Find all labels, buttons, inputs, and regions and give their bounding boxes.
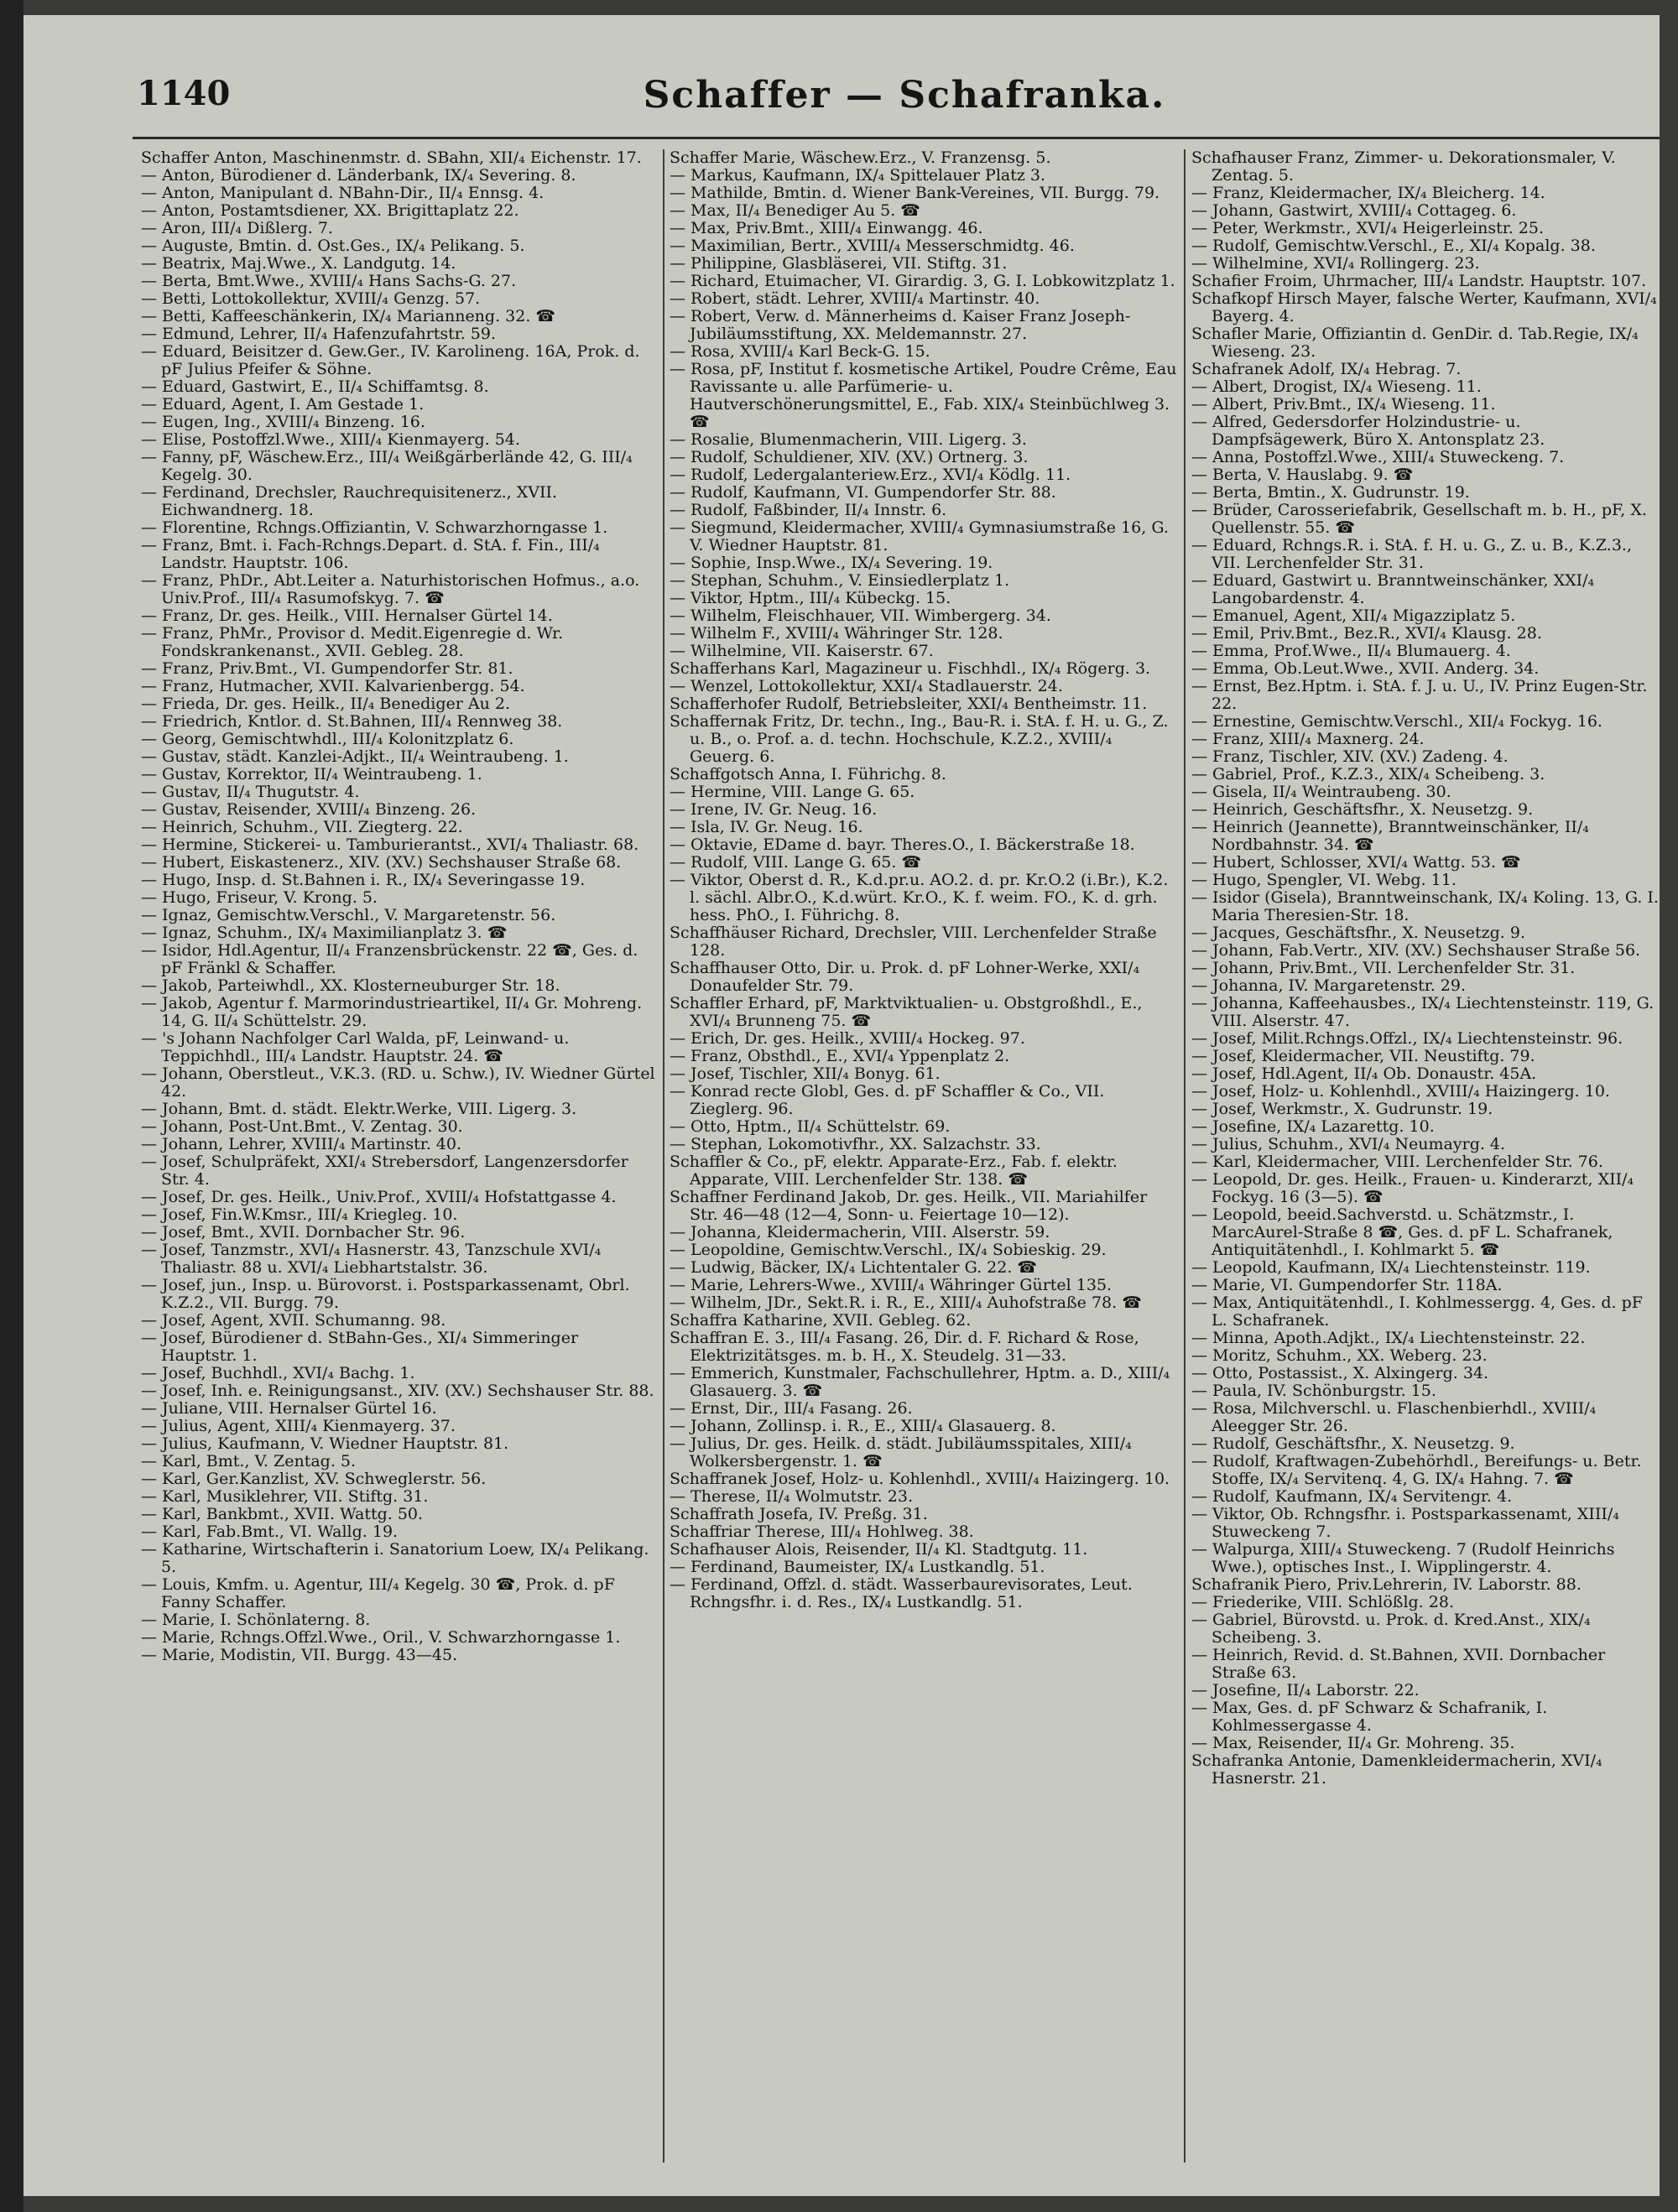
- directory-entry: Schaffer Marie, Wäschew.Erz., V. Franzensg. 5.: [670, 149, 1051, 167]
- directory-entry: — Ignaz, Gemischtw.Verschl., V. Margaretenstr. 56.: [141, 906, 556, 924]
- directory-entry: — Josef, Fin.W.Kmsr., III/₄ Kriegleg. 10.: [141, 1205, 458, 1224]
- directory-entry: — Philippine, Glasbläserei, VII. Stiftg. 31.: [670, 254, 1008, 273]
- directory-entry: — Johann, Priv.Bmt., VII. Lerchenfelder Str. 31.: [1191, 959, 1576, 977]
- directory-entry: — Max, Antiquitätenhdl., I. Kohlmessergg. 4, Ges. d. pF L. Schafranek.: [1191, 1293, 1643, 1330]
- directory-entry: Schafferhans Karl, Magazineur u. Fischhdl., IX/₄ Rögerg. 3.: [670, 659, 1151, 678]
- directory-entry: — Katharine, Wirtschafterin i. Sanatorium Loew, IX/₄ Pelikang. 5.: [141, 1540, 649, 1576]
- directory-entry: — Johann, Zollinsp. i. R., E., XIII/₄ Glasauerg. 8.: [670, 1417, 1056, 1435]
- directory-entry: — Johann, Gastwirt, XVIII/₄ Cottageg. 6.: [1191, 201, 1517, 220]
- directory-entry: — Ernst, Bez.Hptm. i. StA. f. J. u. U., IV. Prinz Eugen-Str. 22.: [1191, 677, 1648, 713]
- directory-entry: — Berta, Bmtin., X. Gudrunstr. 19.: [1191, 483, 1470, 502]
- directory-entry: — Heinrich, Schuhm., VII. Ziegterg. 22.: [141, 818, 463, 836]
- directory-entry: — Karl, Kleidermacher, VIII. Lerchenfelder Str. 76.: [1191, 1153, 1603, 1171]
- directory-entry: — Berta, Bmt.Wwe., XVIII/₄ Hans Sachs-G. 27.: [141, 272, 517, 290]
- directory-entry: — Karl, Bmt., V. Zentag. 5.: [141, 1452, 357, 1470]
- directory-entry: — Georg, Gemischtwhdl., III/₄ Kolonitzplatz 6.: [141, 730, 514, 748]
- directory-entry: — Juliane, VIII. Hernalser Gürtel 16.: [141, 1399, 437, 1418]
- directory-entry: — Betti, Kaffeeschänkerin, IX/₄ Marianneng. 32. ☎: [141, 307, 556, 325]
- directory-entry: — Josef, Inh. e. Reinigungsanst., XIV. (XV.) Sechshauser Str. 88.: [141, 1382, 654, 1400]
- directory-entry: — Stephan, Schuhm., V. Einsiedlerplatz 1.: [670, 571, 1010, 590]
- header-rule: [133, 137, 1660, 139]
- directory-entry: — Eduard, Agent, I. Am Gestade 1.: [141, 395, 425, 414]
- directory-entry: — Therese, II/₄ Wolmutstr. 23.: [670, 1487, 913, 1506]
- directory-entry: — Albert, Priv.Bmt., IX/₄ Wieseng. 11.: [1191, 395, 1496, 414]
- directory-entry: — Josef, Tanzmstr., XVI/₄ Hasnerstr. 43, Tanzschule XVI/₄ Thaliastr. 88 u. XVI/₄ Liebhartstalstr. 36.: [141, 1241, 602, 1277]
- directory-entry: — Rosa, Milchverschl. u. Flaschenbierhdl., XVIII/₄ Aleegger Str. 26.: [1191, 1399, 1597, 1435]
- directory-entry: — Josef, Hdl.Agent, II/₄ Ob. Donaustr. 45A.: [1191, 1064, 1537, 1083]
- directory-entry: — Hubert, Schlosser, XVI/₄ Wattg. 53. ☎: [1191, 853, 1521, 872]
- directory-entry: — Karl, Fab.Bmt., VI. Wallg. 19.: [141, 1522, 399, 1541]
- directory-entry: — Richard, Etuimacher, VI. Girardig. 3, G. I. Lobkowitzplatz 1.: [670, 272, 1175, 290]
- directory-entry: — Ernestine, Gemischtw.Verschl., XII/₄ Fockyg. 16.: [1191, 712, 1602, 731]
- directory-entry: Schaffriar Therese, III/₄ Hohlweg. 38.: [670, 1522, 974, 1541]
- directory-entry: — Rudolf, Kaufmann, VI. Gumpendorfer Str. 88.: [670, 483, 1056, 502]
- directory-entry: — Rudolf, Kraftwagen-Zubehörhdl., Bereifungs- u. Betr. Stoffe, IX/₄ Servitenq. 4, G. IX/₄ Hahng. 7. ☎: [1191, 1452, 1642, 1488]
- directory-entry: Schaffernak Fritz, Dr. techn., Ing., Bau-R. i. StA. f. H. u. G., Z. u. B., o. Prof. a. d. techn. Hochschule, K.Z.2., XVIII/₄ Geuerg. 6.: [670, 712, 1169, 766]
- directory-entry: — Gustav, Korrektor, II/₄ Weintraubeng. 1.: [141, 765, 482, 783]
- directory-entry: — Johann, Lehrer, XVIII/₄ Martinstr. 40.: [141, 1135, 462, 1153]
- directory-entry: Schaffran E. 3., III/₄ Fasang. 26, Dir. d. F. Richard & Rose, Elektrizitätsges. m. b. H., X. Steudelg. 31—33.: [670, 1329, 1139, 1365]
- directory-entry: — Heinrich, Revid. d. St.Bahnen, XVII. Dornbacher Straße 63.: [1191, 1646, 1606, 1682]
- directory-entry: — Johanna, Kaffeehausbes., IX/₄ Liechtensteinstr. 119, G. VIII. Alserstr. 47.: [1191, 994, 1655, 1030]
- directory-entry: — Franz, PhDr., Abt.Leiter a. Naturhistorischen Hofmus., a.o. Univ.Prof., III/₄ Rasumofskyg. 7. ☎: [141, 571, 640, 607]
- directory-entry: — Karl, Ger.Kanzlist, XV. Schweglerstr. 56.: [141, 1470, 487, 1488]
- directory-entry: — Franz, XIII/₄ Maxnerg. 24.: [1191, 730, 1425, 748]
- directory-entry: — Gustav, II/₄ Thugutstr. 4.: [141, 783, 360, 801]
- directory-entry: — Eduard, Gastwirt u. Branntweinschänker, XXI/₄ Langobardenstr. 4.: [1191, 571, 1595, 607]
- directory-entry: — Ferdinand, Baumeister, IX/₄ Lustkandlg. 51.: [670, 1558, 1045, 1576]
- directory-entry: — Florentine, Rchngs.Offiziantin, V. Schwarzhorngasse 1.: [141, 518, 608, 537]
- directory-entry: — Peter, Werkmstr., XVI/₄ Heigerleinstr. 25.: [1191, 219, 1545, 237]
- directory-entry: — Leopold, Kaufmann, IX/₄ Liechtensteinstr. 119.: [1191, 1258, 1591, 1277]
- directory-entry: — Louis, Kmfm. u. Agentur, III/₄ Kegelg. 30 ☎, Prok. d. pF Fanny Schaffer.: [141, 1575, 615, 1611]
- directory-entry: — Anton, Bürodiener d. Länderbank, IX/₄ Severing. 8.: [141, 166, 576, 185]
- directory-entry: — Josef, Buchhdl., XVI/₄ Bachg. 1.: [141, 1364, 415, 1382]
- directory-entry: — Josefine, IX/₄ Lazarettg. 10.: [1191, 1117, 1435, 1136]
- directory-entry: — Josef, Bmt., XVII. Dornbacher Str. 96.: [141, 1223, 466, 1241]
- directory-entry: — Emma, Ob.Leut.Wwe., XVII. Anderg. 34.: [1191, 659, 1540, 678]
- directory-entry: — Albert, Drogist, IX/₄ Wieseng. 11.: [1191, 377, 1482, 396]
- directory-entry: — Karl, Bankbmt., XVII. Wattg. 50.: [141, 1505, 424, 1523]
- directory-entry: — Johanna, Kleidermacherin, VIII. Alserstr. 59.: [670, 1223, 1050, 1241]
- directory-entry: — Gabriel, Bürovstd. u. Prok. d. Kred.Anst., XIX/₄ Scheibeng. 3.: [1191, 1611, 1591, 1647]
- directory-entry: — Friedrich, Kntlor. d. St.Bahnen, III/₄ Rennweg 38.: [141, 712, 563, 731]
- directory-entry: — Max, Ges. d. pF Schwarz & Schafranik, I. Kohlmessergasse 4.: [1191, 1699, 1548, 1735]
- directory-entry: — Ludwig, Bäcker, IX/₄ Lichtentaler G. 22. ☎: [670, 1258, 1038, 1277]
- directory-entry: — Franz, Bmt. i. Fach-Rchngs.Depart. d. StA. f. Fin., III/₄ Landstr. Hauptstr. 106.: [141, 536, 600, 572]
- directory-entry: — Franz, PhMr., Provisor d. Medit.Eigenregie d. Wr. Fondskrankenanst., XVII. Gebleg. 28.: [141, 624, 564, 660]
- directory-entry: — Franz, Dr. ges. Heilk., VIII. Hernalser Gürtel 14.: [141, 606, 553, 625]
- directory-entry: — Jakob, Parteiwhdl., XX. Klosterneuburger Str. 18.: [141, 976, 560, 995]
- directory-entry: — Stephan, Lokomotivfhr., XX. Salzachstr. 33.: [670, 1135, 1041, 1153]
- directory-entry: — 's Johann Nachfolger Carl Walda, pF, Leinwand- u. Teppichhdl., III/₄ Landstr. Hauptstr. 24. ☎: [141, 1029, 570, 1065]
- directory-entry: — Wilhelmine, XVI/₄ Rollingerg. 23.: [1191, 254, 1480, 273]
- directory-entry: — Rudolf, Kaufmann, IX/₄ Servitengr. 4.: [1191, 1487, 1513, 1506]
- directory-entry: — Elise, Postoffzl.Wwe., XIII/₄ Kienmayerg. 54.: [141, 430, 520, 449]
- column-divider: [663, 149, 664, 2163]
- directory-entry: — Isidor, Hdl.Agentur, II/₄ Franzensbrückenstr. 22 ☎, Ges. d. pF Fränkl & Schaffer.: [141, 941, 638, 977]
- directory-entry: — Josef, Bürodiener d. StBahn-Ges., XI/₄ Simmeringer Hauptstr. 1.: [141, 1329, 579, 1365]
- column-2: [670, 149, 1177, 2196]
- directory-entry: — Wenzel, Lottokollektur, XXI/₄ Stadlauerstr. 24.: [670, 677, 1063, 695]
- directory-entry: — Heinrich (Jeannette), Branntweinschänker, II/₄ Nordbahnstr. 34. ☎: [1191, 818, 1589, 854]
- directory-entry: Schafferhofer Rudolf, Betriebsleiter, XXI/₄ Bentheimstr. 11.: [670, 695, 1148, 713]
- directory-entry: — Hugo, Insp. d. St.Bahnen i. R., IX/₄ Severingasse 19.: [141, 871, 586, 889]
- directory-entry: — Emmerich, Kunstmaler, Fachschullehrer, Hptm. a. D., XIII/₄ Glasauerg. 3. ☎: [670, 1364, 1170, 1400]
- directory-entry: Schaffgotsch Anna, I. Führichg. 8.: [670, 765, 946, 783]
- directory-entry: — Rudolf, VIII. Lange G. 65. ☎: [670, 853, 922, 872]
- directory-entry: — Frieda, Dr. ges. Heilk., II/₄ Benediger Au 2.: [141, 695, 510, 713]
- directory-entry: — Josef, Milit.Rchngs.Offzl., IX/₄ Liechtensteinstr. 96.: [1191, 1029, 1623, 1048]
- directory-entry: — Brüder, Carosseriefabrik, Gesellschaft m. b. H., pF, X. Quellenstr. 55. ☎: [1191, 501, 1647, 537]
- directory-entry: Schafkopf Hirsch Mayer, falsche Werter, Kaufmann, XVI/₄ Bayerg. 4.: [1191, 289, 1657, 325]
- directory-entry: — Karl, Musiklehrer, VII. Stiftg. 31.: [141, 1487, 429, 1506]
- directory-entry: — Josef, Holz- u. Kohlenhdl., XVIII/₄ Haizingerg. 10.: [1191, 1082, 1610, 1101]
- directory-entry: — Aron, III/₄ Dißlerg. 7.: [141, 219, 333, 237]
- directory-entry: Schafhauser Alois, Reisender, II/₄ Kl. Stadtgutg. 11.: [670, 1540, 1088, 1559]
- directory-entry: — Rudolf, Faßbinder, II/₄ Innstr. 6.: [670, 501, 947, 519]
- directory-entry: — Otto, Postassist., X. Alxingerg. 34.: [1191, 1364, 1489, 1382]
- directory-entry: — Fanny, pF, Wäschew.Erz., III/₄ Weißgärberlände 42, G. III/₄ Kegelg. 30.: [141, 448, 633, 484]
- directory-entry: — Wilhelm, Fleischhauer, VII. Wimbergerg. 34.: [670, 606, 1051, 625]
- directory-entry: — Marie, Lehrers-Wwe., XVIII/₄ Währinger Gürtel 135.: [670, 1276, 1113, 1294]
- directory-entry: — Josefine, II/₄ Laborstr. 22.: [1191, 1681, 1420, 1699]
- directory-entry: — Julius, Dr. ges. Heilk. d. städt. Jubiläumsspitales, XIII/₄ Wolkersbergenstr. 1. ☎: [670, 1434, 1132, 1470]
- directory-entry: — Erich, Dr. ges. Heilk., XVIII/₄ Hockeg. 97.: [670, 1029, 1025, 1048]
- directory-entry: — Hermine, Stickerei- u. Tamburierantst., XVI/₄ Thaliastr. 68.: [141, 835, 639, 854]
- directory-entry: — Heinrich, Geschäftsfhr., X. Neusetzg. 9.: [1191, 800, 1534, 819]
- directory-entry: — Anton, Manipulant d. NBahn-Dir., II/₄ Ennsg. 4.: [141, 184, 545, 202]
- directory-entry: — Emanuel, Agent, XII/₄ Migazziplatz 5.: [1191, 606, 1516, 625]
- column-divider: [1184, 149, 1186, 2163]
- directory-entry: Schafranka Antonie, Damenkleidermacherin, XVI/₄ Hasnerstr. 21.: [1191, 1751, 1602, 1788]
- directory-entry: — Eduard, Gastwirt, E., II/₄ Schiffamtsg. 8.: [141, 377, 489, 396]
- directory-entry: — Hermine, VIII. Lange G. 65.: [670, 783, 915, 801]
- directory-entry: — Josef, Tischler, XII/₄ Bonyg. 61.: [670, 1064, 941, 1083]
- directory-entry: — Sophie, Insp.Wwe., IX/₄ Severing. 19.: [670, 554, 993, 572]
- directory-entry: — Friederike, VIII. Schlößlg. 28.: [1191, 1593, 1454, 1611]
- directory-entry: — Maximilian, Bertr., XVIII/₄ Messerschmidtg. 46.: [670, 237, 1075, 255]
- running-head: Schaffer — Schafranka.: [643, 74, 1166, 117]
- directory-entry: — Leopoldine, Gemischtw.Verschl., IX/₄ Sobieskig. 29.: [670, 1241, 1107, 1259]
- directory-entry: — Rosa, pF, Institut f. kosmetische Artikel, Poudre Crême, Eau Ravissante u. alle Parfümerie- u. Hautverschönerungsmittel, E., Fab. XIX/₄ Steinbüchlweg 3. ☎: [670, 360, 1177, 431]
- directory-entry: — Josef, Agent, XVII. Schumanng. 98.: [141, 1311, 446, 1330]
- directory-entry: — Jakob, Agentur f. Marmorindustrieartikel, II/₄ Gr. Mohreng. 14, G. II/₄ Schüttelstr. 29.: [141, 994, 643, 1030]
- directory-entry: Schafranik Piero, Priv.Lehrerin, IV. Laborstr. 88.: [1191, 1575, 1582, 1594]
- directory-entry: — Ernst, Dir., III/₄ Fasang. 26.: [670, 1399, 913, 1418]
- directory-entry: — Johann, Oberstleut., V.K.3. (RD. u. Schw.), IV. Wiedner Gürtel 42.: [141, 1064, 655, 1101]
- directory-entry: — Gisela, II/₄ Weintraubeng. 30.: [1191, 783, 1451, 801]
- directory-entry: — Hugo, Spengler, VI. Webg. 11.: [1191, 871, 1457, 889]
- directory-entry: — Markus, Kaufmann, IX/₄ Spittelauer Platz 3.: [670, 166, 1046, 185]
- directory-entry: — Marie, I. Schönlaterng. 8.: [141, 1611, 371, 1629]
- directory-entry: — Gustav, städt. Kanzlei-Adjkt., II/₄ Weintraubeng. 1.: [141, 747, 569, 766]
- directory-entry: — Ferdinand, Offzl. d. städt. Wasserbaurevisorates, Leut. Rchngsfhr. i. d. Res., IX/₄ Lustkandlg. 51.: [670, 1575, 1133, 1611]
- directory-entry: — Josef, Kleidermacher, VII. Neustiftg. 79.: [1191, 1047, 1535, 1065]
- directory-entry: — Irene, IV. Gr. Neug. 16.: [670, 800, 878, 819]
- directory-entry: Schaffra Katharine, XVII. Gebleg. 62.: [670, 1311, 972, 1330]
- directory-entry: — Paula, IV. Schönburgstr. 15.: [1191, 1382, 1436, 1400]
- directory-entry: — Betti, Lottokollektur, XVIII/₄ Genzg. 57.: [141, 289, 481, 308]
- directory-entry: — Robert, städt. Lehrer, XVIII/₄ Martinstr. 40.: [670, 289, 1040, 308]
- directory-entry: Schaffler Erhard, pF, Marktviktualien- u. Obstgroßhdl., E., XVI/₄ Brunneng 75. ☎: [670, 994, 1143, 1030]
- directory-entry: Schafranek Adolf, IX/₄ Hebrag. 7.: [1191, 360, 1462, 378]
- directory-entry: — Ignaz, Schuhm., IX/₄ Maximilianplatz 3. ☎: [141, 924, 508, 942]
- page-number: 1140: [137, 74, 231, 113]
- directory-entry: — Gabriel, Prof., K.Z.3., XIX/₄ Scheibeng. 3.: [1191, 765, 1545, 783]
- directory-entry: Schafhauser Franz, Zimmer- u. Dekorationsmaler, V. Zentag. 5.: [1191, 149, 1616, 185]
- directory-entry: — Konrad recte Globl, Ges. d. pF Schaffler & Co., VII. Zieglerg. 96.: [670, 1082, 1105, 1118]
- directory-entry: Schafier Froim, Uhrmacher, III/₄ Landstr. Hauptstr. 107.: [1191, 272, 1647, 290]
- directory-entry: — Walpurga, XIII/₄ Stuweckeng. 7 (Rudolf Heinrichs Wwe.), optisches Inst., I. Wipplingerstr. 4.: [1191, 1540, 1615, 1576]
- directory-entry: — Marie, Rchngs.Offzl.Wwe., Oril., V. Schwarzhorngasse 1.: [141, 1628, 621, 1647]
- directory-entry: — Auguste, Bmtin. d. Ost.Ges., IX/₄ Pelikang. 5.: [141, 237, 525, 255]
- directory-entry: — Otto, Hptm., II/₄ Schüttelstr. 69.: [670, 1117, 951, 1136]
- directory-entry: — Minna, Apoth.Adjkt., IX/₄ Liechtensteinstr. 22.: [1191, 1329, 1586, 1347]
- directory-entry: — Siegmund, Kleidermacher, XVIII/₄ Gymnasiumstraße 16, G. V. Wiedner Hauptstr. 81.: [670, 518, 1169, 554]
- directory-entry: — Johann, Bmt. d. städt. Elektr.Werke, VIII. Ligerg. 3.: [141, 1100, 577, 1118]
- directory-entry: — Rudolf, Schuldiener, XIV. (XV.) Ortnerg. 3.: [670, 448, 1029, 466]
- directory-entry: — Julius, Schuhm., XVI/₄ Neumayrg. 4.: [1191, 1135, 1506, 1153]
- directory-entry: — Isla, IV. Gr. Neug. 16.: [670, 818, 863, 836]
- directory-entry: — Wilhelm, JDr., Sekt.R. i. R., E., XIII/₄ Auhofstraße 78. ☎: [670, 1293, 1142, 1312]
- directory-entry: — Rudolf, Gemischtw.Verschl., E., XI/₄ Kopalg. 38.: [1191, 237, 1596, 255]
- directory-entry: — Franz, Priv.Bmt., VI. Gumpendorfer Str. 81.: [141, 659, 513, 678]
- directory-entry: Schaffhäuser Richard, Drechsler, VIII. Lerchenfelder Straße 128.: [670, 924, 1157, 960]
- directory-entry: — Rosa, XVIII/₄ Karl Beck-G. 15.: [670, 342, 930, 361]
- directory-entry: Schaffhauser Otto, Dir. u. Prok. d. pF Lohner-Werke, XXI/₄ Donaufelder Str. 79.: [670, 959, 1140, 995]
- directory-entry: — Berta, V. Hauslabg. 9. ☎: [1191, 466, 1414, 484]
- directory-entry: — Edmund, Lehrer, II/₄ Hafenzufahrtstr. 59.: [141, 325, 497, 343]
- directory-entry: Schaffler & Co., pF, elektr. Apparate-Erz., Fab. f. elektr. Apparate, VIII. Lerchenfelder Str. 138. ☎: [670, 1153, 1118, 1189]
- directory-entry: — Anton, Postamtsdiener, XX. Brigittaplatz 22.: [141, 201, 519, 220]
- directory-entry: — Viktor, Hptm., III/₄ Kübeckg. 15.: [670, 589, 951, 607]
- directory-entry: — Franz, Kleidermacher, IX/₄ Bleicherg. 14.: [1191, 184, 1545, 202]
- directory-entry: — Rudolf, Ledergalanteriew.Erz., XVI/₄ Ködlg. 11.: [670, 466, 1071, 484]
- scan-left-edge: [0, 0, 23, 2212]
- directory-entry: — Josef, jun., Insp. u. Bürovorst. i. Postsparkassenamt, Obrl. K.Z.2., VII. Burgg. 79.: [141, 1276, 630, 1312]
- directory-entry: — Julius, Agent, XIII/₄ Kienmayerg. 37.: [141, 1417, 456, 1435]
- directory-entry: — Hugo, Friseur, V. Krong. 5.: [141, 888, 378, 907]
- directory-entry: Schaffrath Josefa, IV. Preßg. 31.: [670, 1505, 928, 1523]
- directory-entry: — Eduard, Beisitzer d. Gew.Ger., IV. Karolineng. 16A, Prok. d. pF Julius Pfeifer & Söhne.: [141, 342, 640, 378]
- directory-entry: — Viktor, Oberst d. R., K.d.pr.u. AO.2. d. pr. Kr.O.2 (i.Br.), K.2. l. sächl. Albr.O., K.d.würt. Kr.O., K. f. weim. FO., K. d. grh. hess. PhO., I. Führichg. 8.: [670, 871, 1169, 924]
- directory-entry: — Max, Priv.Bmt., XIII/₄ Einwangg. 46.: [670, 219, 983, 237]
- directory-entry: — Johann, Fab.Vertr., XIV. (XV.) Sechshauser Straße 56.: [1191, 941, 1641, 960]
- directory-entry: — Eduard, Rchngs.R. i. StA. f. H. u. G., Z. u. B., K.Z.3., VII. Lerchenfelder Str. 31.: [1191, 536, 1632, 572]
- directory-entry: — Josef, Werkmstr., X. Gudrunstr. 19.: [1191, 1100, 1493, 1118]
- directory-entry: — Emma, Prof.Wwe., II/₄ Blumauerg. 4.: [1191, 642, 1511, 660]
- directory-entry: — Viktor, Ob. Rchngsfhr. i. Postsparkassenamt, XIII/₄ Stuweckeng 7.: [1191, 1505, 1619, 1541]
- directory-entry: — Emil, Priv.Bmt., Bez.R., XVI/₄ Klausg. 28.: [1191, 624, 1542, 643]
- directory-entry: — Hubert, Eiskastenerz., XIV. (XV.) Sechshauser Straße 68.: [141, 853, 622, 872]
- directory-entry: — Jacques, Geschäftsfhr., X. Neusetzg. 9.: [1191, 924, 1525, 942]
- directory-entry: — Julius, Kaufmann, V. Wiedner Hauptstr. 81.: [141, 1434, 509, 1453]
- directory-entry: — Robert, Verw. d. Männerheims d. Kaiser Franz Joseph-Jubiläumsstiftung, XX. Meldemannstr. 27.: [670, 307, 1131, 343]
- directory-entry: — Alfred, Gedersdorfer Holzindustrie- u. Dampfsägewerk, Büro X. Antonsplatz 23.: [1191, 413, 1545, 449]
- directory-entry: — Wilhelm F., XVIII/₄ Währinger Str. 128.: [670, 624, 1003, 643]
- directory-entry: — Marie, Modistin, VII. Burgg. 43—45.: [141, 1646, 458, 1664]
- directory-entry: — Isidor (Gisela), Branntweinschank, IX/₄ Koling. 13, G. I. Maria Theresien-Str. 18.: [1191, 888, 1659, 924]
- directory-entry: — Wilhelmine, VII. Kaiserstr. 67.: [670, 642, 934, 660]
- directory-entry: — Max, Reisender, II/₄ Gr. Mohreng. 35.: [1191, 1734, 1515, 1752]
- directory-entry: — Josef, Schulpräfekt, XXI/₄ Strebersdorf, Langenzersdorfer Str. 4.: [141, 1153, 628, 1189]
- directory-entry: Schaffer Anton, Maschinenmstr. d. SBahn, XII/₄ Eichenstr. 17.: [141, 149, 642, 167]
- directory-entry: — Max, II/₄ Benediger Au 5. ☎: [670, 201, 920, 220]
- directory-entry: — Leopold, beeid.Sachverstd. u. Schätzmstr., I. MarcAurel-Straße 8 ☎, Ges. d. pF L. Schafranek, Antiquitätenhdl., I. Kohlmarkt 5. ☎: [1191, 1205, 1613, 1259]
- directory-entry: — Gustav, Reisender, XVIII/₄ Binzeng. 26.: [141, 800, 477, 819]
- directory-entry: — Johanna, IV. Margaretenstr. 29.: [1191, 976, 1466, 995]
- directory-entry: — Marie, VI. Gumpendorfer Str. 118A.: [1191, 1276, 1503, 1294]
- directory-entry: — Johann, Post-Unt.Bmt., V. Zentag. 30.: [141, 1117, 463, 1136]
- directory-entry: — Josef, Dr. ges. Heilk., Univ.Prof., XVIII/₄ Hofstattgasse 4.: [141, 1188, 617, 1206]
- directory-entry: — Moritz, Schuhm., XX. Weberg. 23.: [1191, 1346, 1488, 1365]
- column-3: [1191, 149, 1660, 2196]
- directory-page: [23, 15, 1660, 2196]
- directory-entry: Schaffner Ferdinand Jakob, Dr. ges. Heilk., VII. Mariahilfer Str. 46—48 (12—4, Sonn- u. Feiertage 10—12).: [670, 1188, 1148, 1224]
- directory-entry: Schaffranek Josef, Holz- u. Kohlenhdl., XVIII/₄ Haizingerg. 10.: [670, 1470, 1170, 1488]
- directory-entry: — Franz, Tischler, XIV. (XV.) Zadeng. 4.: [1191, 747, 1509, 766]
- directory-entry: — Rudolf, Geschäftsfhr., X. Neusetzg. 9.: [1191, 1434, 1515, 1453]
- directory-entry: — Anna, Postoffzl.Wwe., XIII/₄ Stuweckeng. 7.: [1191, 448, 1565, 466]
- column-1: [141, 149, 657, 2196]
- directory-entry: — Franz, Hutmacher, XVII. Kalvarienbergg. 54.: [141, 677, 525, 695]
- directory-entry: — Oktavie, EDame d. bayr. Theres.O., I. Bäckerstraße 18.: [670, 835, 1135, 854]
- directory-entry: — Rosalie, Blumenmacherin, VIII. Ligerg. 3.: [670, 430, 1027, 449]
- directory-entry: Schafler Marie, Offiziantin d. GenDir. d. Tab.Regie, IX/₄ Wieseng. 23.: [1191, 325, 1639, 361]
- directory-entry: — Beatrix, Maj.Wwe., X. Landgutg. 14.: [141, 254, 456, 273]
- directory-entry: — Eugen, Ing., XVIII/₄ Binzeng. 16.: [141, 413, 425, 431]
- directory-entry: — Mathilde, Bmtin. d. Wiener Bank-Vereines, VII. Burgg. 79.: [670, 184, 1160, 202]
- directory-entry: — Leopold, Dr. ges. Heilk., Frauen- u. Kinderarzt, XII/₄ Fockyg. 16 (3—5). ☎: [1191, 1170, 1634, 1206]
- directory-entry: — Ferdinand, Drechsler, Rauchrequisitenerz., XVII. Eichwandnerg. 18.: [141, 483, 558, 519]
- directory-entry: — Franz, Obsthdl., E., XVI/₄ Yppenplatz 2.: [670, 1047, 1010, 1065]
